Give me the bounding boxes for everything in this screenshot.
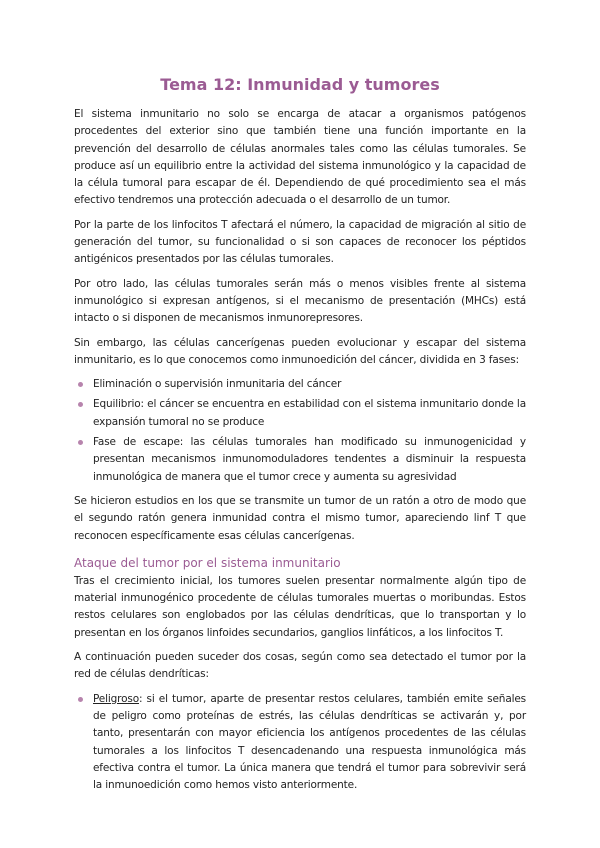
list-item-text: : si el tumor, aparte de presentar restos celulares, también emite señales de peligro como proteínas de estrés, las células dendríticas se activarán y, por tanto, presentarán con mayor eficiencia los antígenos procedentes de las células tumorales a los linfocitos T desencadenando una respuesta inmunológica más efectiva contra el tumor. La única manera que tendrá el tumor para sobrevivir será la inmunoedición como hemos visto anteriormente. bbox=[93, 692, 526, 792]
phases-list bbox=[74, 376, 526, 486]
list-item-text: Fase de escape: las células tumorales han modificado su inmunogenicidad y presentan mecanismos inmunomoduladores tendentes a disminuir la respuesta inmunológica de manera que el tumor crece y aumenta su agresividad bbox=[93, 436, 526, 483]
list-item bbox=[74, 376, 526, 393]
mouse-study-paragraph: Se hicieron estudios en los que se transmite un tumor de un ratón a otro de modo que el segundo ratón genera inmunidad contra el mismo tumor, apareciendo linf T que reconocen específicamente esas células cancerígenas. bbox=[74, 494, 526, 542]
detection-list bbox=[74, 691, 526, 795]
list-item-text: Eliminación o supervisión inmunitaria del cáncer bbox=[93, 378, 342, 391]
section-heading: Ataque del tumor por el sistema inmunitario bbox=[74, 555, 341, 570]
bullet-icon bbox=[78, 697, 83, 702]
document-page bbox=[74, 74, 526, 801]
list-item bbox=[74, 396, 526, 431]
list-item bbox=[74, 691, 526, 795]
page-title: Tema 12: Inmunidad y tumores bbox=[160, 75, 440, 94]
bullet-icon bbox=[78, 440, 83, 445]
inmunoedicion-paragraph: Sin embargo, las células cancerígenas pueden evolucionar y escapar del sistema inmunitario, es lo que conocemos como inmunoedición del cáncer, dividida en 3 fases: bbox=[74, 336, 526, 366]
section-paragraph: Tras el crecimiento inicial, los tumores suelen presentar normalmente algún tipo de material inmunogénico procedente de células tumorales muertas o moribundas. Estos restos celulares son englobados por las células dendríticas, que lo transportan y lo presentan en los órganos linfoides secundarios, ganglios linfáticos, a los linfocitos T. bbox=[74, 574, 526, 639]
bullet-icon bbox=[78, 382, 83, 387]
bullet-icon bbox=[78, 402, 83, 407]
bullet-term: Peligroso bbox=[93, 692, 139, 705]
list-item-text: Equilibrio: el cáncer se encuentra en estabilidad con el sistema inmunitario donde la expansión tumoral no se produce bbox=[93, 398, 526, 428]
linfocitos-paragraph: Por la parte de los linfocitos T afectará el número, la capacidad de migración al sitio de generación del tumor, su funcionalidad o si son capaces de reconocer los péptidos antigénicos presentados por las células tumorales. bbox=[74, 218, 526, 266]
tumor-visibility-paragraph: Por otro lado, las células tumorales serán más o menos visibles frente al sistema inmunológico si expresan antígenos, si el mecanismo de presentación (MHCs) está intacto o si disponen de mecanismos inmunorepresores. bbox=[74, 277, 526, 325]
section-paragraph: A continuación pueden suceder dos cosas, según como sea detectado el tumor por la red de células dendríticas: bbox=[74, 651, 526, 681]
intro-paragraph: El sistema inmunitario no solo se encarga de atacar a organismos patógenos procedentes del exterior sino que también tiene una función importante en la prevención del desarrollo de células anormales tales como las células tumorales. Se produce así un equilibrio entre la actividad del sistema inmunológico y la capacidad de la célula tumoral para escapar de él. Dependiendo de qué procedimiento sea el más efectivo tendremos una protección adecuada o el desarrollo de un tumor. bbox=[74, 108, 526, 207]
list-item bbox=[74, 434, 526, 486]
